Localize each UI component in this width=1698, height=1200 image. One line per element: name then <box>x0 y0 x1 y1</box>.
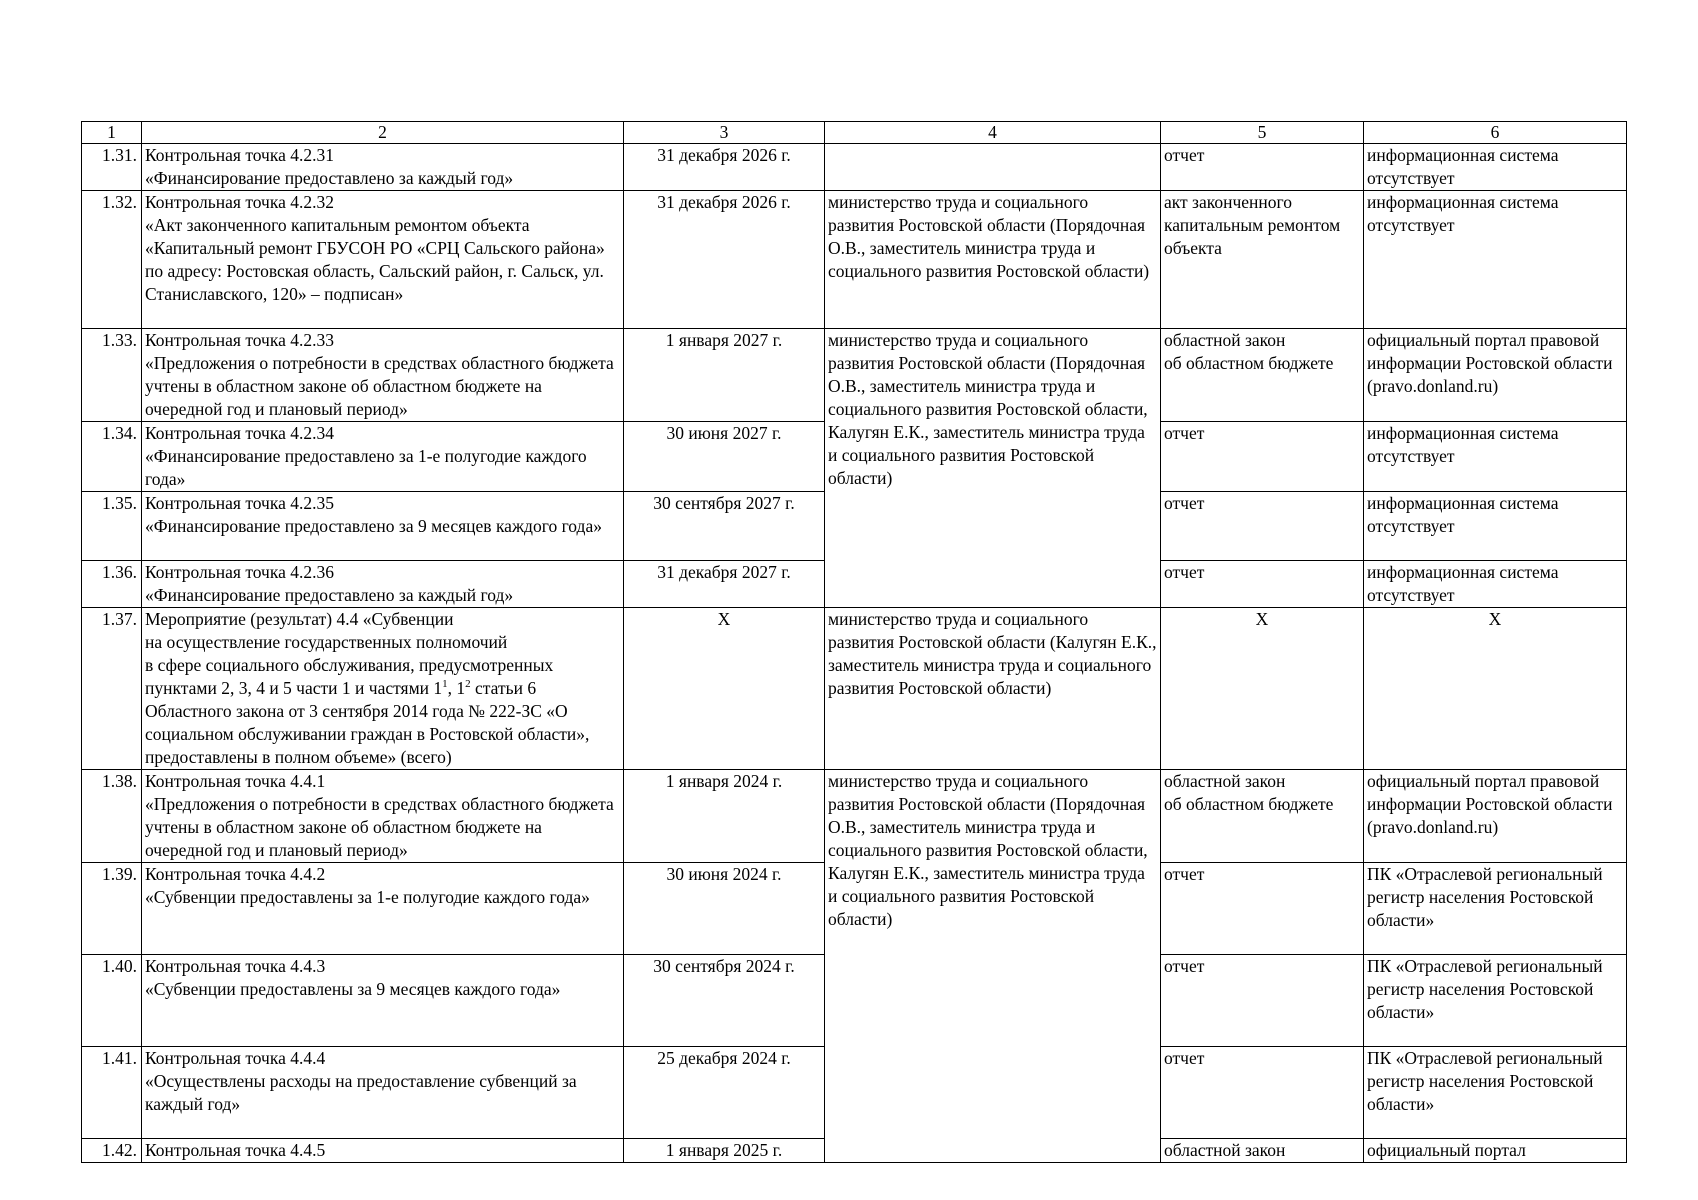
row-responsible <box>825 144 1161 191</box>
row-name: Контрольная точка 4.4.1 «Предложения о потребности в средствах областного бюджета учтены в областном законе об областном бюджете на очередной год и плановый период» <box>142 770 624 863</box>
row-source: информационная система отсутствует <box>1364 422 1627 492</box>
row-document: X <box>1161 608 1364 770</box>
row-document: областной закон <box>1161 1139 1364 1163</box>
row-date: 25 декабря 2024 г. <box>624 1047 825 1139</box>
row-document: отчет <box>1161 1047 1364 1139</box>
row-name: Контрольная точка 4.4.5 <box>142 1139 624 1163</box>
row-name: Контрольная точка 4.4.2 «Субвенции предоставлены за 1-е полугодие каждого года» <box>142 863 624 955</box>
row-responsible: министерство труда и социального развития Ростовской области (Калугян Е.К., заместитель министра труда и социального развития Ростовской области) <box>825 608 1161 770</box>
control-points-table <box>81 121 1627 1163</box>
row-number: 1.31. <box>82 144 142 191</box>
superscript: 1 <box>442 678 448 691</box>
row-name: Контрольная точка 4.2.32 «Акт законченного капитальным ремонтом объекта «Капитальный ремонт ГБУСОН РО «СРЦ Сальского района» по адресу: Ростовская область, Сальский район, г. Сальск, ул. Станиславского, 120» – подписан» <box>142 191 624 329</box>
header-cell: 1 <box>82 122 142 144</box>
header-row <box>82 122 1627 144</box>
row-source: ПК «Отраслевой региональный регистр населения Ростовской области» <box>1364 1047 1627 1139</box>
row-document: областной закон об областном бюджете <box>1161 770 1364 863</box>
header-cell: 5 <box>1161 122 1364 144</box>
table-row <box>82 770 1627 863</box>
row-document: отчет <box>1161 955 1364 1047</box>
row-source: информационная система отсутствует <box>1364 561 1627 608</box>
row-number: 1.36. <box>82 561 142 608</box>
row-name: Контрольная точка 4.4.4 «Осуществлены расходы на предоставление субвенций за каждый год» <box>142 1047 624 1139</box>
header-cell: 4 <box>825 122 1161 144</box>
row-number: 1.41. <box>82 1047 142 1139</box>
header-cell: 3 <box>624 122 825 144</box>
row-name-text: , 1 <box>447 678 466 698</box>
superscript: 2 <box>465 678 471 691</box>
row-source: информационная система отсутствует <box>1364 144 1627 191</box>
row-number: 1.32. <box>82 191 142 329</box>
row-document: отчет <box>1161 492 1364 561</box>
row-date: 31 декабря 2027 г. <box>624 561 825 608</box>
row-source: ПК «Отраслевой региональный регистр населения Ростовской области» <box>1364 863 1627 955</box>
table-row <box>82 191 1627 329</box>
row-date: 1 января 2027 г. <box>624 329 825 422</box>
row-source: информационная система отсутствует <box>1364 191 1627 329</box>
row-number: 1.35. <box>82 492 142 561</box>
row-document: отчет <box>1161 863 1364 955</box>
row-date: 30 июня 2024 г. <box>624 863 825 955</box>
row-date: 31 декабря 2026 г. <box>624 191 825 329</box>
row-number: 1.34. <box>82 422 142 492</box>
row-responsible: министерство труда и социального развития Ростовской области (Порядочная О.В., заместитель министра труда и социального развития Ростовской области) <box>825 191 1161 329</box>
row-number: 1.38. <box>82 770 142 863</box>
row-number: 1.42. <box>82 1139 142 1163</box>
row-source: официальный портал правовой информации Ростовской области (pravo.donland.ru) <box>1364 770 1627 863</box>
row-name: Контрольная точка 4.2.34 «Финансирование предоставлено за 1-е полугодие каждого года» <box>142 422 624 492</box>
row-date: 30 июня 2027 г. <box>624 422 825 492</box>
row-number: 1.39. <box>82 863 142 955</box>
row-name: Контрольная точка 4.2.36 «Финансирование предоставлено за каждый год» <box>142 561 624 608</box>
row-document: отчет <box>1161 561 1364 608</box>
row-responsible: министерство труда и социального развития Ростовской области (Порядочная О.В., заместитель министра труда и социального развития Ростовской области, Калугян Е.К., заместитель министра труда и социального развития Ростовской области) <box>825 770 1161 1163</box>
row-source: ПК «Отраслевой региональный регистр населения Ростовской области» <box>1364 955 1627 1047</box>
row-date: X <box>624 608 825 770</box>
row-number: 1.33. <box>82 329 142 422</box>
row-date: 30 сентября 2027 г. <box>624 492 825 561</box>
row-document: областной закон об областном бюджете <box>1161 329 1364 422</box>
header-cell: 2 <box>142 122 624 144</box>
header-cell: 6 <box>1364 122 1627 144</box>
row-date: 31 декабря 2026 г. <box>624 144 825 191</box>
row-number: 1.40. <box>82 955 142 1047</box>
row-date: 1 января 2024 г. <box>624 770 825 863</box>
row-name-text: Мероприятие (результат) 4.4 «Субвенции на осуществление государственных полномочий в сфере социального обслуживания, предусмотренных пунктами 2, 3, 4 и 5 части 1 и частями 1 <box>145 609 554 698</box>
row-source: официальный портал <box>1364 1139 1627 1163</box>
row-name: Контрольная точка 4.2.35 «Финансирование предоставлено за 9 месяцев каждого года» <box>142 492 624 561</box>
row-name: Контрольная точка 4.4.3 «Субвенции предоставлены за 9 месяцев каждого года» <box>142 955 624 1047</box>
row-date: 30 сентября 2024 г. <box>624 955 825 1047</box>
row-document: отчет <box>1161 144 1364 191</box>
row-source: информационная система отсутствует <box>1364 492 1627 561</box>
table-row <box>82 608 1627 770</box>
row-document: акт законченного капитальным ремонтом объекта <box>1161 191 1364 329</box>
row-name-text: статьи 6 Областного закона от 3 сентября 2014 года № 222-ЗС «О социальном обслуживании граждан в Ростовской области», предоставлены в полном объеме» (всего) <box>145 678 590 767</box>
table-row <box>82 329 1627 422</box>
row-name <box>142 608 624 770</box>
document-page <box>81 121 1626 1163</box>
row-source: официальный портал правовой информации Ростовской области (pravo.donland.ru) <box>1364 329 1627 422</box>
row-date: 1 января 2025 г. <box>624 1139 825 1163</box>
row-document: отчет <box>1161 422 1364 492</box>
row-number: 1.37. <box>82 608 142 770</box>
table-row <box>82 144 1627 191</box>
row-name: Контрольная точка 4.2.33 «Предложения о потребности в средствах областного бюджета учтены в областном законе об областном бюджете на очередной год и плановый период» <box>142 329 624 422</box>
row-responsible: министерство труда и социального развития Ростовской области (Порядочная О.В., заместитель министра труда и социального развития Ростовской области, Калугян Е.К., заместитель министра труда и социального развития Ростовской области) <box>825 329 1161 608</box>
row-name: Контрольная точка 4.2.31 «Финансирование предоставлено за каждый год» <box>142 144 624 191</box>
row-source: X <box>1364 608 1627 770</box>
